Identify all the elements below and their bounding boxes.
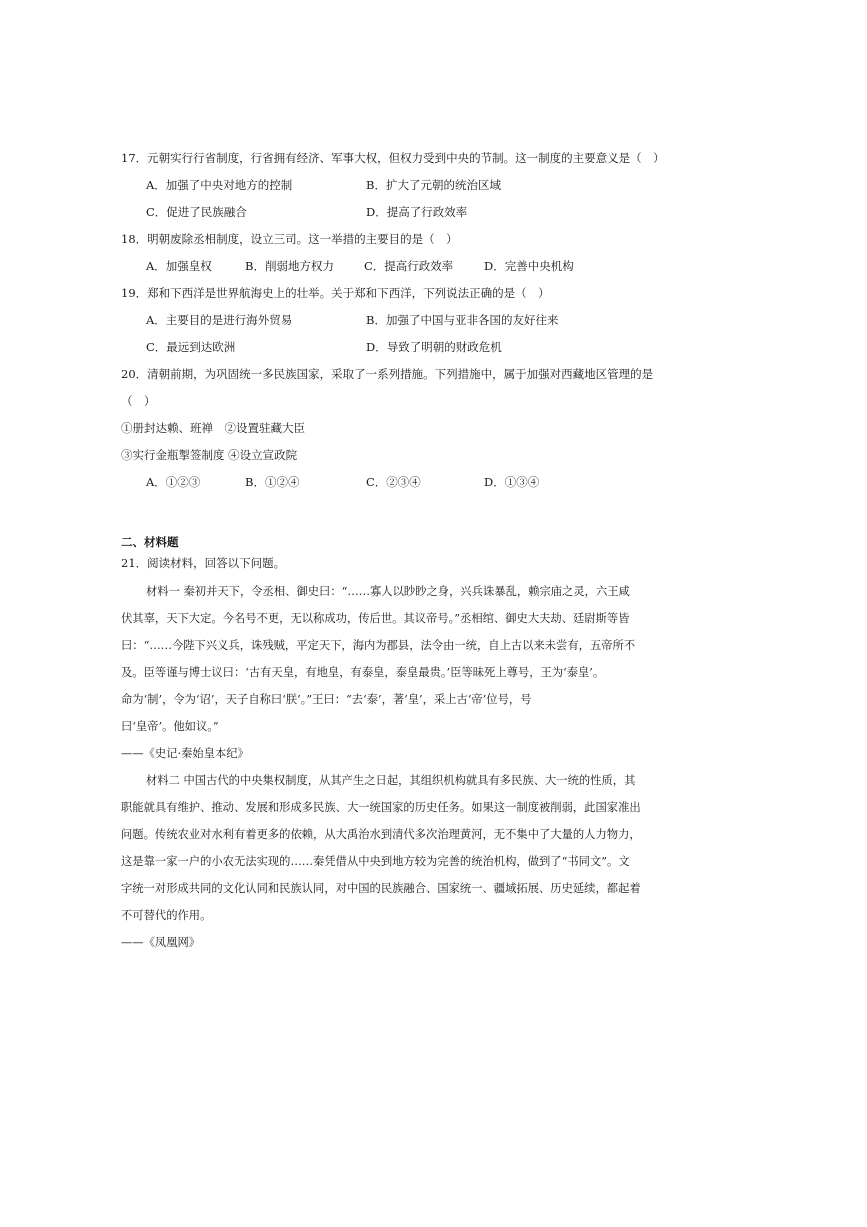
- q21-stem: 21．阅读材料，回答以下问题。: [121, 556, 286, 570]
- q18-stem: 18．明朝废除丞相制度，设立三司。这一举措的主要目的是（ ）: [121, 232, 458, 246]
- q20-option-c: C．②③④: [366, 475, 421, 489]
- q20-option-a: A．①②③: [146, 475, 201, 489]
- q18-option-b: B．削弱地方权力: [245, 259, 334, 273]
- q18-option-a: A．加强皇权: [146, 259, 212, 273]
- q20-option-b: B．①②④: [245, 475, 300, 489]
- material2-line: 不可替代的作用。: [121, 909, 212, 922]
- q19-option-a: A．主要目的是进行海外贸易: [146, 313, 293, 327]
- material1-line: 曰：“……今陛下兴义兵，诛残贼，平定天下，海内为郡县，法令由一统，自上古以来未尝有，五帝所不: [121, 639, 636, 652]
- q20-stem: 20．清朝前期，为巩固统一多民族国家，采取了一系列措施。下列措施中，属于加强对西藏地区管理的是: [121, 367, 654, 381]
- material1-line: 伏其辜，天下大定。今名号不更，无以称成功，传后世。其议帝号。”丞相绾、御史大夫劫、廷尉斯等皆: [121, 612, 630, 625]
- material2-line: 问题。传统农业对水利有着更多的依赖，从大禹治水到清代多次治理黄河，无不集中了大量的人力物力，: [121, 828, 641, 841]
- material2-source: ——《凤凰网》: [121, 936, 201, 949]
- q17-option-c: C．促进了民族融合: [146, 205, 247, 219]
- section-title: 二、材料题: [121, 535, 179, 549]
- material1-line: 曰‘皇帝’。他如议。”: [121, 720, 219, 733]
- q19-option-c: C．最远到达欧洲: [146, 340, 236, 354]
- q17-option-b: B．扩大了元朝的统治区域: [366, 178, 501, 192]
- q19-option-d: D．导致了明朝的财政危机: [366, 340, 502, 354]
- material1-line: 及。臣等谨与博士议曰：‘古有天皇，有地皇，有泰皇，泰皇最贵。’臣等昧死上尊号，王为‘泰皇’。: [121, 666, 605, 679]
- q17-stem: 17．元朝实行行省制度，行省拥有经济、军事大权，但权力受到中央的节制。这一制度的主要意义是（ ）: [121, 151, 665, 165]
- material1-line: 材料一 秦初并天下，令丞相、御史曰：“……寡人以眇眇之身，兴兵诛暴乱，赖宗庙之灵，六王咸: [146, 585, 630, 598]
- q19-option-b: B．加强了中国与亚非各国的友好往来: [366, 313, 559, 327]
- material1-line: 命为‘制’，令为‘诏’，天子自称曰‘朕’。”王曰：“去‘泰’，著‘皇’，采上古‘帝’位号，号: [121, 693, 532, 706]
- material2-line: 这是靠一家一户的小农无法实现的……秦凭借从中央到地方较为完善的统治机构，做到了“书同文”。文: [121, 855, 630, 868]
- q20-stem-continued: （ ）: [121, 394, 156, 408]
- q20-items-1-2: ①册封达赖、班禅 ②设置驻藏大臣: [121, 421, 305, 435]
- q18-option-c: C．提高行政效率: [364, 259, 454, 273]
- q19-stem: 19．郑和下西洋是世界航海史上的壮举。关于郑和下西洋，下列说法正确的是（ ）: [121, 286, 550, 300]
- material2-line: 材料二 中国古代的中央集权制度，从其产生之日起，其组织机构就具有多民族、大一统的性质，其: [146, 774, 636, 787]
- material2-line: 字统一对形成共同的文化认同和民族认同，对中国的民族融合、国家统一、疆域拓展、历史延续，都起着: [121, 882, 641, 895]
- q20-option-d: D．①③④: [484, 475, 540, 489]
- q17-option-a: A．加强了中央对地方的控制: [146, 178, 293, 192]
- q20-items-3-4: ③实行金瓶掣签制度 ④设立宣政院: [121, 448, 298, 462]
- q18-option-d: D．完善中央机构: [484, 259, 574, 273]
- q17-option-d: D．提高了行政效率: [366, 205, 468, 219]
- material1-source: ——《史记·秦始皇本纪》: [121, 747, 249, 760]
- material2-line: 职能就具有维护、推动、发展和形成多民族、大一统国家的历史任务。如果这一制度被削弱，此国家准出: [121, 801, 641, 814]
